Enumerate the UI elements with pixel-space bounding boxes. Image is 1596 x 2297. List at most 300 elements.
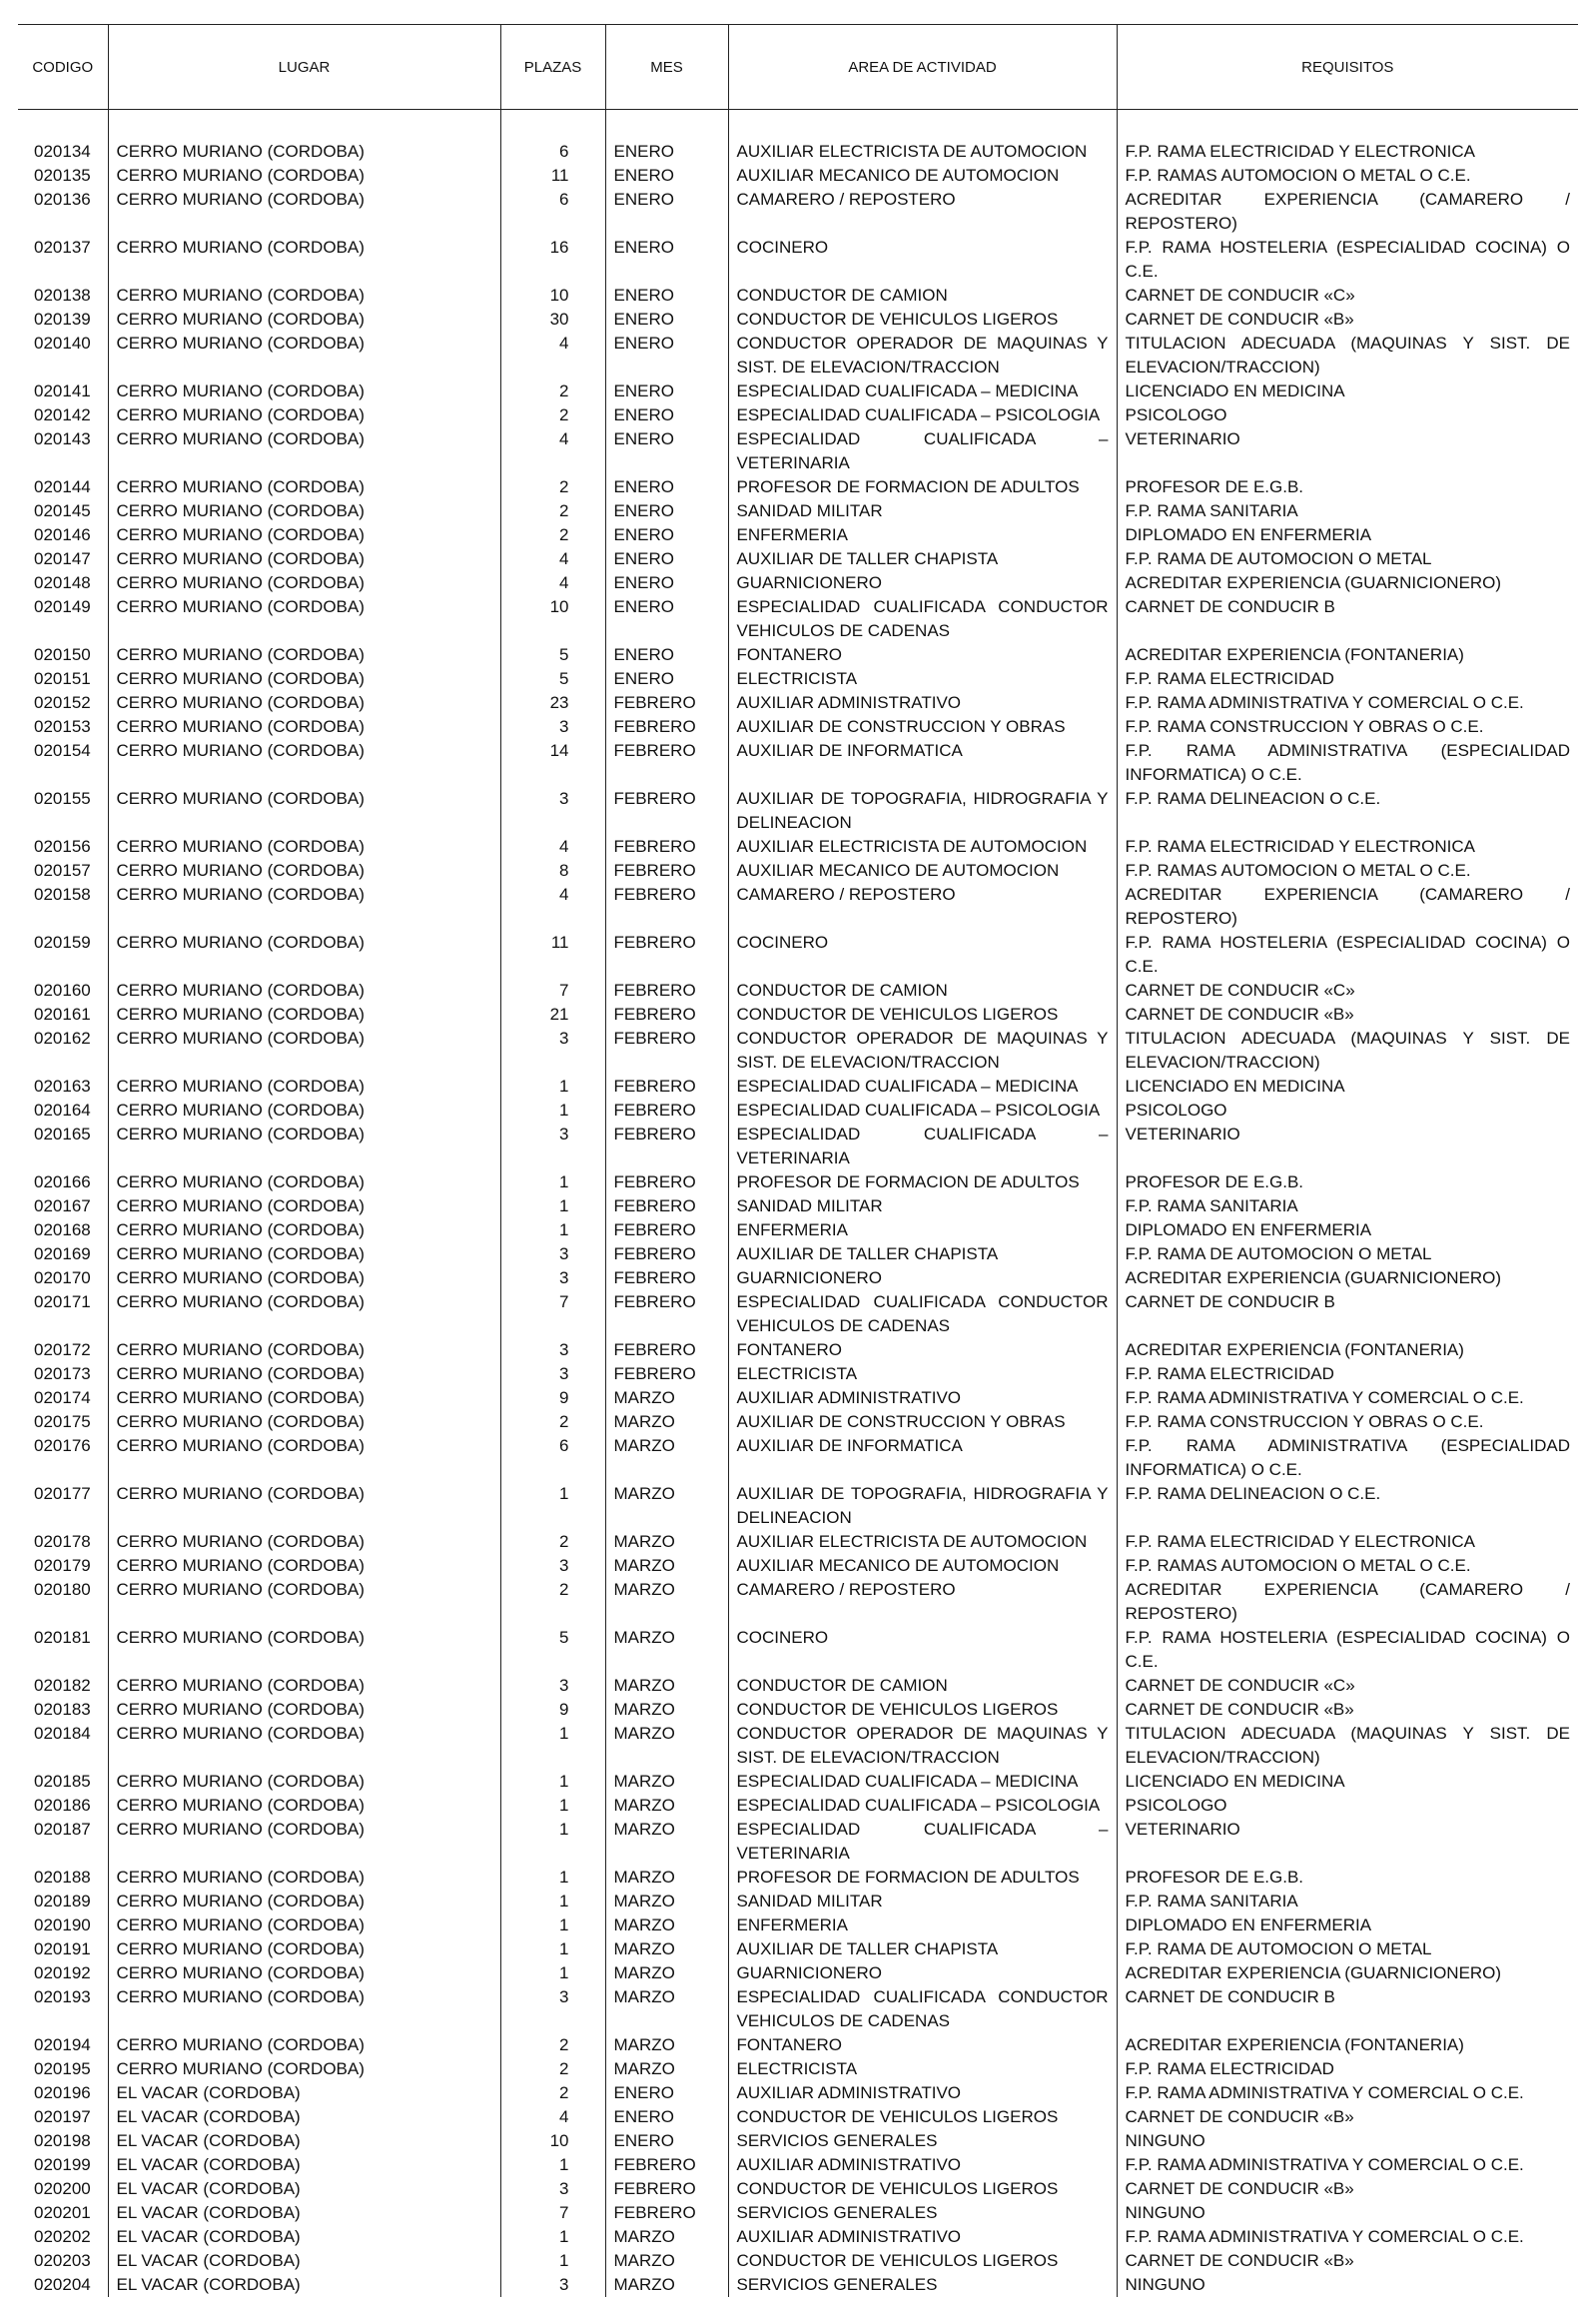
table-row bbox=[18, 2249, 1578, 2273]
cell-requisitos: DIPLOMADO EN ENFERMERIA bbox=[1117, 1218, 1578, 1242]
table-row bbox=[18, 643, 1578, 667]
cell-requisitos: F.P. RAMA ELECTRICIDAD bbox=[1117, 1362, 1578, 1386]
table-row bbox=[18, 835, 1578, 859]
cell-lugar: CERRO MURIANO (CORDOBA) bbox=[108, 1386, 500, 1410]
cell-plazas: 1 bbox=[500, 1961, 605, 1985]
cell-mes: FEBRERO bbox=[605, 1123, 728, 1170]
cell-area-actividad: CONDUCTOR DE VEHICULOS LIGEROS bbox=[728, 1003, 1117, 1027]
cell-plazas: 3 bbox=[500, 715, 605, 739]
table-row bbox=[18, 2105, 1578, 2129]
cell-area-actividad: ELECTRICISTA bbox=[728, 1362, 1117, 1386]
cell-lugar: CERRO MURIANO (CORDOBA) bbox=[108, 308, 500, 332]
cell-area-actividad: SANIDAD MILITAR bbox=[728, 499, 1117, 523]
table-row bbox=[18, 1362, 1578, 1386]
cell-requisitos: CARNET DE CONDUCIR B bbox=[1117, 595, 1578, 643]
cell-requisitos: NINGUNO bbox=[1117, 2201, 1578, 2225]
cell-codigo: 020160 bbox=[18, 979, 108, 1003]
cell-codigo: 020176 bbox=[18, 1434, 108, 1482]
cell-requisitos: F.P. RAMA HOSTELERIA (ESPECIALIDAD COCINA) O C.E. bbox=[1117, 236, 1578, 284]
table-row bbox=[18, 595, 1578, 643]
cell-plazas: 1 bbox=[500, 2225, 605, 2249]
cell-mes: MARZO bbox=[605, 1434, 728, 1482]
table-row bbox=[18, 2057, 1578, 2081]
cell-area-actividad: ESPECIALIDAD CUALIFICADA CONDUCTOR VEHICULOS DE CADENAS bbox=[728, 595, 1117, 643]
cell-mes: FEBRERO bbox=[605, 2201, 728, 2225]
cell-plazas: 6 bbox=[500, 1434, 605, 1482]
cell-requisitos: F.P. RAMA HOSTELERIA (ESPECIALIDAD COCINA) O C.E. bbox=[1117, 1626, 1578, 1674]
plazas-table bbox=[18, 24, 1578, 2297]
cell-area-actividad: ESPECIALIDAD CUALIFICADA – PSICOLOGIA bbox=[728, 403, 1117, 427]
cell-lugar: CERRO MURIANO (CORDOBA) bbox=[108, 1003, 500, 1027]
cell-plazas: 16 bbox=[500, 236, 605, 284]
cell-area-actividad: COCINERO bbox=[728, 1626, 1117, 1674]
cell-plazas: 1 bbox=[500, 1914, 605, 1937]
cell-codigo: 020162 bbox=[18, 1027, 108, 1075]
table-row bbox=[18, 1554, 1578, 1578]
cell-plazas: 6 bbox=[500, 140, 605, 164]
cell-lugar: CERRO MURIANO (CORDOBA) bbox=[108, 1770, 500, 1794]
table-row bbox=[18, 1914, 1578, 1937]
cell-plazas: 3 bbox=[500, 1242, 605, 1266]
cell-area-actividad: AUXILIAR DE CONSTRUCCION Y OBRAS bbox=[728, 1410, 1117, 1434]
cell-requisitos: F.P. RAMA ADMINISTRATIVA Y COMERCIAL O C.E. bbox=[1117, 1386, 1578, 1410]
cell-area-actividad: CONDUCTOR DE CAMION bbox=[728, 979, 1117, 1003]
cell-mes: FEBRERO bbox=[605, 1027, 728, 1075]
cell-codigo: 020195 bbox=[18, 2057, 108, 2081]
cell-plazas: 2 bbox=[500, 1530, 605, 1554]
cell-area-actividad: FONTANERO bbox=[728, 1338, 1117, 1362]
cell-lugar: CERRO MURIANO (CORDOBA) bbox=[108, 1482, 500, 1530]
cell-lugar: CERRO MURIANO (CORDOBA) bbox=[108, 1722, 500, 1770]
cell-codigo: 020135 bbox=[18, 164, 108, 188]
cell-mes: ENERO bbox=[605, 284, 728, 308]
cell-plazas: 2 bbox=[500, 2033, 605, 2057]
cell-requisitos: F.P. RAMA DE AUTOMOCION O METAL bbox=[1117, 547, 1578, 571]
cell-plazas: 1 bbox=[500, 1722, 605, 1770]
cell-codigo: 020144 bbox=[18, 475, 108, 499]
cell-lugar: CERRO MURIANO (CORDOBA) bbox=[108, 188, 500, 236]
cell-plazas: 7 bbox=[500, 979, 605, 1003]
cell-plazas: 1 bbox=[500, 1818, 605, 1866]
cell-lugar: CERRO MURIANO (CORDOBA) bbox=[108, 1914, 500, 1937]
cell-requisitos: ACREDITAR EXPERIENCIA (CAMARERO / REPOSTERO) bbox=[1117, 188, 1578, 236]
table-row bbox=[18, 403, 1578, 427]
cell-codigo: 020142 bbox=[18, 403, 108, 427]
table-body bbox=[18, 110, 1578, 2297]
cell-codigo: 020197 bbox=[18, 2105, 108, 2129]
cell-lugar: CERRO MURIANO (CORDOBA) bbox=[108, 1674, 500, 1698]
cell-area-actividad: ENFERMERIA bbox=[728, 523, 1117, 547]
cell-lugar: EL VACAR (CORDOBA) bbox=[108, 2081, 500, 2105]
cell-codigo: 020177 bbox=[18, 1482, 108, 1530]
cell-codigo: 020180 bbox=[18, 1578, 108, 1626]
table-row bbox=[18, 475, 1578, 499]
cell-plazas: 10 bbox=[500, 2129, 605, 2153]
cell-lugar: CERRO MURIANO (CORDOBA) bbox=[108, 1818, 500, 1866]
cell-requisitos: F.P. RAMA ADMINISTRATIVA Y COMERCIAL O C.E. bbox=[1117, 2081, 1578, 2105]
cell-requisitos: F.P. RAMA ADMINISTRATIVA (ESPECIALIDAD INFORMATICA) O C.E. bbox=[1117, 1434, 1578, 1482]
cell-lugar: CERRO MURIANO (CORDOBA) bbox=[108, 1410, 500, 1434]
cell-codigo: 020178 bbox=[18, 1530, 108, 1554]
cell-codigo: 020151 bbox=[18, 667, 108, 691]
cell-codigo: 020173 bbox=[18, 1362, 108, 1386]
cell-requisitos: F.P. RAMAS AUTOMOCION O METAL O C.E. bbox=[1117, 859, 1578, 883]
cell-plazas: 1 bbox=[500, 1794, 605, 1818]
table-row bbox=[18, 164, 1578, 188]
cell-codigo: 020145 bbox=[18, 499, 108, 523]
cell-lugar: CERRO MURIANO (CORDOBA) bbox=[108, 1985, 500, 2033]
cell-plazas: 3 bbox=[500, 1985, 605, 2033]
cell-lugar: CERRO MURIANO (CORDOBA) bbox=[108, 835, 500, 859]
cell-plazas: 11 bbox=[500, 931, 605, 979]
cell-plazas: 3 bbox=[500, 1674, 605, 1698]
cell-requisitos: CARNET DE CONDUCIR «C» bbox=[1117, 284, 1578, 308]
cell-mes: MARZO bbox=[605, 1722, 728, 1770]
cell-mes: ENERO bbox=[605, 523, 728, 547]
cell-requisitos: ACREDITAR EXPERIENCIA (FONTANERIA) bbox=[1117, 1338, 1578, 1362]
cell-plazas: 2 bbox=[500, 380, 605, 403]
cell-lugar: CERRO MURIANO (CORDOBA) bbox=[108, 523, 500, 547]
cell-area-actividad: AUXILIAR DE CONSTRUCCION Y OBRAS bbox=[728, 715, 1117, 739]
cell-lugar: CERRO MURIANO (CORDOBA) bbox=[108, 1290, 500, 1338]
cell-mes: FEBRERO bbox=[605, 1099, 728, 1123]
cell-area-actividad: CONDUCTOR OPERADOR DE MAQUINAS Y SIST. DE ELEVACION/TRACCION bbox=[728, 332, 1117, 380]
table-row bbox=[18, 188, 1578, 236]
cell-area-actividad: ESPECIALIDAD CUALIFICADA – PSICOLOGIA bbox=[728, 1794, 1117, 1818]
table-row bbox=[18, 1866, 1578, 1890]
cell-area-actividad: FONTANERO bbox=[728, 2033, 1117, 2057]
cell-codigo: 020156 bbox=[18, 835, 108, 859]
cell-lugar: CERRO MURIANO (CORDOBA) bbox=[108, 1123, 500, 1170]
cell-plazas: 2 bbox=[500, 523, 605, 547]
cell-lugar: CERRO MURIANO (CORDOBA) bbox=[108, 164, 500, 188]
table-row bbox=[18, 1338, 1578, 1362]
cell-codigo: 020150 bbox=[18, 643, 108, 667]
cell-requisitos: CARNET DE CONDUCIR B bbox=[1117, 1290, 1578, 1338]
cell-lugar: CERRO MURIANO (CORDOBA) bbox=[108, 691, 500, 715]
cell-lugar: CERRO MURIANO (CORDOBA) bbox=[108, 1194, 500, 1218]
table-row bbox=[18, 1530, 1578, 1554]
cell-mes: FEBRERO bbox=[605, 931, 728, 979]
cell-codigo: 020200 bbox=[18, 2177, 108, 2201]
cell-mes: ENERO bbox=[605, 499, 728, 523]
cell-plazas: 4 bbox=[500, 332, 605, 380]
cell-lugar: CERRO MURIANO (CORDOBA) bbox=[108, 236, 500, 284]
cell-codigo: 020196 bbox=[18, 2081, 108, 2105]
cell-lugar: CERRO MURIANO (CORDOBA) bbox=[108, 403, 500, 427]
cell-lugar: CERRO MURIANO (CORDOBA) bbox=[108, 499, 500, 523]
cell-plazas: 6 bbox=[500, 188, 605, 236]
cell-plazas: 3 bbox=[500, 2177, 605, 2201]
cell-requisitos: F.P. RAMAS AUTOMOCION O METAL O C.E. bbox=[1117, 164, 1578, 188]
table-header bbox=[18, 25, 1578, 110]
cell-codigo: 020149 bbox=[18, 595, 108, 643]
cell-lugar: CERRO MURIANO (CORDOBA) bbox=[108, 1626, 500, 1674]
cell-requisitos: NINGUNO bbox=[1117, 2273, 1578, 2297]
cell-area-actividad: ELECTRICISTA bbox=[728, 2057, 1117, 2081]
cell-requisitos: F.P. RAMA DE AUTOMOCION O METAL bbox=[1117, 1242, 1578, 1266]
cell-mes: MARZO bbox=[605, 1985, 728, 2033]
table-row bbox=[18, 571, 1578, 595]
cell-requisitos: VETERINARIO bbox=[1117, 1123, 1578, 1170]
cell-requisitos: F.P. RAMA SANITARIA bbox=[1117, 1194, 1578, 1218]
cell-mes: ENERO bbox=[605, 380, 728, 403]
cell-codigo: 020155 bbox=[18, 787, 108, 835]
cell-area-actividad: CONDUCTOR DE VEHICULOS LIGEROS bbox=[728, 308, 1117, 332]
cell-codigo: 020182 bbox=[18, 1674, 108, 1698]
table-row bbox=[18, 883, 1578, 931]
cell-plazas: 7 bbox=[500, 1290, 605, 1338]
cell-mes: ENERO bbox=[605, 308, 728, 332]
header-codigo: CODIGO bbox=[18, 25, 108, 110]
cell-area-actividad: GUARNICIONERO bbox=[728, 571, 1117, 595]
cell-requisitos: ACREDITAR EXPERIENCIA (FONTANERIA) bbox=[1117, 2033, 1578, 2057]
table-row bbox=[18, 2273, 1578, 2297]
cell-requisitos: TITULACION ADECUADA (MAQUINAS Y SIST. DE ELEVACION/TRACCION) bbox=[1117, 332, 1578, 380]
table-row bbox=[18, 1099, 1578, 1123]
cell-codigo: 020138 bbox=[18, 284, 108, 308]
cell-lugar: CERRO MURIANO (CORDOBA) bbox=[108, 1794, 500, 1818]
cell-area-actividad: CONDUCTOR DE VEHICULOS LIGEROS bbox=[728, 2249, 1117, 2273]
table-row bbox=[18, 1626, 1578, 1674]
cell-mes: MARZO bbox=[605, 1674, 728, 1698]
cell-area-actividad: ENFERMERIA bbox=[728, 1218, 1117, 1242]
cell-codigo: 020175 bbox=[18, 1410, 108, 1434]
cell-lugar: CERRO MURIANO (CORDOBA) bbox=[108, 667, 500, 691]
table-row bbox=[18, 523, 1578, 547]
cell-area-actividad: AUXILIAR ADMINISTRATIVO bbox=[728, 1386, 1117, 1410]
cell-lugar: CERRO MURIANO (CORDOBA) bbox=[108, 547, 500, 571]
cell-requisitos: PROFESOR DE E.G.B. bbox=[1117, 1170, 1578, 1194]
header-plazas: PLAZAS bbox=[500, 25, 605, 110]
cell-mes: FEBRERO bbox=[605, 1266, 728, 1290]
cell-area-actividad: AUXILIAR MECANICO DE AUTOMOCION bbox=[728, 164, 1117, 188]
cell-codigo: 020188 bbox=[18, 1866, 108, 1890]
cell-mes: FEBRERO bbox=[605, 1194, 728, 1218]
cell-lugar: CERRO MURIANO (CORDOBA) bbox=[108, 427, 500, 475]
header-lugar: LUGAR bbox=[108, 25, 500, 110]
cell-lugar: CERRO MURIANO (CORDOBA) bbox=[108, 931, 500, 979]
cell-requisitos: PSICOLOGO bbox=[1117, 1794, 1578, 1818]
cell-codigo: 020185 bbox=[18, 1770, 108, 1794]
table-row bbox=[18, 1961, 1578, 1985]
cell-area-actividad: AUXILIAR ELECTRICISTA DE AUTOMOCION bbox=[728, 1530, 1117, 1554]
cell-lugar: EL VACAR (CORDOBA) bbox=[108, 2249, 500, 2273]
cell-plazas: 4 bbox=[500, 835, 605, 859]
cell-codigo: 020170 bbox=[18, 1266, 108, 1290]
cell-codigo: 020165 bbox=[18, 1123, 108, 1170]
cell-lugar: EL VACAR (CORDOBA) bbox=[108, 2105, 500, 2129]
cell-area-actividad: AUXILIAR DE TALLER CHAPISTA bbox=[728, 1242, 1117, 1266]
cell-lugar: CERRO MURIANO (CORDOBA) bbox=[108, 739, 500, 787]
cell-mes: FEBRERO bbox=[605, 835, 728, 859]
table-row bbox=[18, 499, 1578, 523]
cell-requisitos: F.P. RAMA DELINEACION O C.E. bbox=[1117, 787, 1578, 835]
cell-requisitos: F.P. RAMA HOSTELERIA (ESPECIALIDAD COCINA) O C.E. bbox=[1117, 931, 1578, 979]
cell-mes: ENERO bbox=[605, 547, 728, 571]
cell-requisitos: F.P. RAMA DELINEACION O C.E. bbox=[1117, 1482, 1578, 1530]
cell-mes: ENERO bbox=[605, 188, 728, 236]
cell-lugar: CERRO MURIANO (CORDOBA) bbox=[108, 1099, 500, 1123]
header-gap bbox=[18, 110, 1578, 141]
table-row bbox=[18, 787, 1578, 835]
cell-codigo: 020167 bbox=[18, 1194, 108, 1218]
cell-area-actividad: CONDUCTOR DE VEHICULOS LIGEROS bbox=[728, 2177, 1117, 2201]
cell-area-actividad: ESPECIALIDAD CUALIFICADA – MEDICINA bbox=[728, 1770, 1117, 1794]
cell-lugar: CERRO MURIANO (CORDOBA) bbox=[108, 571, 500, 595]
cell-codigo: 020141 bbox=[18, 380, 108, 403]
cell-lugar: CERRO MURIANO (CORDOBA) bbox=[108, 140, 500, 164]
cell-area-actividad: CONDUCTOR DE VEHICULOS LIGEROS bbox=[728, 2105, 1117, 2129]
cell-plazas: 1 bbox=[500, 1937, 605, 1961]
cell-codigo: 020198 bbox=[18, 2129, 108, 2153]
cell-requisitos: F.P. RAMA ADMINISTRATIVA (ESPECIALIDAD INFORMATICA) O C.E. bbox=[1117, 739, 1578, 787]
header-mes: MES bbox=[605, 25, 728, 110]
table-row bbox=[18, 1722, 1578, 1770]
cell-lugar: CERRO MURIANO (CORDOBA) bbox=[108, 1530, 500, 1554]
cell-mes: ENERO bbox=[605, 164, 728, 188]
cell-lugar: CERRO MURIANO (CORDOBA) bbox=[108, 643, 500, 667]
cell-lugar: CERRO MURIANO (CORDOBA) bbox=[108, 859, 500, 883]
cell-area-actividad: AUXILIAR DE TOPOGRAFIA, HIDROGRAFIA Y DELINEACION bbox=[728, 1482, 1117, 1530]
cell-lugar: CERRO MURIANO (CORDOBA) bbox=[108, 2057, 500, 2081]
cell-plazas: 3 bbox=[500, 1362, 605, 1386]
cell-area-actividad: SERVICIOS GENERALES bbox=[728, 2273, 1117, 2297]
cell-mes: MARZO bbox=[605, 2249, 728, 2273]
cell-area-actividad: CAMARERO / REPOSTERO bbox=[728, 883, 1117, 931]
cell-lugar: CERRO MURIANO (CORDOBA) bbox=[108, 1961, 500, 1985]
table-row bbox=[18, 1770, 1578, 1794]
cell-plazas: 4 bbox=[500, 2105, 605, 2129]
cell-codigo: 020146 bbox=[18, 523, 108, 547]
cell-plazas: 3 bbox=[500, 1266, 605, 1290]
cell-plazas: 1 bbox=[500, 1194, 605, 1218]
cell-requisitos: PSICOLOGO bbox=[1117, 1099, 1578, 1123]
cell-area-actividad: ESPECIALIDAD CUALIFICADA – MEDICINA bbox=[728, 1075, 1117, 1099]
cell-area-actividad: COCINERO bbox=[728, 236, 1117, 284]
header-requisitos: REQUISITOS bbox=[1117, 25, 1578, 110]
cell-lugar: CERRO MURIANO (CORDOBA) bbox=[108, 1890, 500, 1914]
cell-mes: FEBRERO bbox=[605, 1362, 728, 1386]
cell-mes: MARZO bbox=[605, 1578, 728, 1626]
cell-codigo: 020134 bbox=[18, 140, 108, 164]
cell-lugar: EL VACAR (CORDOBA) bbox=[108, 2273, 500, 2297]
cell-plazas: 10 bbox=[500, 284, 605, 308]
cell-lugar: EL VACAR (CORDOBA) bbox=[108, 2153, 500, 2177]
cell-mes: ENERO bbox=[605, 595, 728, 643]
cell-area-actividad: ESPECIALIDAD CUALIFICADA – VETERINARIA bbox=[728, 427, 1117, 475]
table-row bbox=[18, 667, 1578, 691]
cell-requisitos: F.P. RAMA ADMINISTRATIVA Y COMERCIAL O C.E. bbox=[1117, 691, 1578, 715]
cell-mes: FEBRERO bbox=[605, 1290, 728, 1338]
cell-plazas: 10 bbox=[500, 595, 605, 643]
cell-lugar: CERRO MURIANO (CORDOBA) bbox=[108, 1937, 500, 1961]
cell-lugar: CERRO MURIANO (CORDOBA) bbox=[108, 1362, 500, 1386]
cell-codigo: 020168 bbox=[18, 1218, 108, 1242]
cell-codigo: 020191 bbox=[18, 1937, 108, 1961]
cell-requisitos: CARNET DE CONDUCIR «B» bbox=[1117, 2177, 1578, 2201]
cell-codigo: 020147 bbox=[18, 547, 108, 571]
cell-area-actividad: PROFESOR DE FORMACION DE ADULTOS bbox=[728, 1866, 1117, 1890]
cell-area-actividad: ENFERMERIA bbox=[728, 1914, 1117, 1937]
cell-mes: FEBRERO bbox=[605, 787, 728, 835]
cell-codigo: 020163 bbox=[18, 1075, 108, 1099]
cell-area-actividad: ESPECIALIDAD CUALIFICADA – PSICOLOGIA bbox=[728, 1099, 1117, 1123]
cell-plazas: 1 bbox=[500, 2153, 605, 2177]
cell-requisitos: F.P. RAMA SANITARIA bbox=[1117, 499, 1578, 523]
cell-plazas: 5 bbox=[500, 667, 605, 691]
cell-area-actividad: AUXILIAR ADMINISTRATIVO bbox=[728, 2225, 1117, 2249]
cell-plazas: 9 bbox=[500, 1386, 605, 1410]
table-row bbox=[18, 284, 1578, 308]
cell-area-actividad: ESPECIALIDAD CUALIFICADA CONDUCTOR VEHICULOS DE CADENAS bbox=[728, 1985, 1117, 2033]
cell-lugar: CERRO MURIANO (CORDOBA) bbox=[108, 979, 500, 1003]
cell-mes: FEBRERO bbox=[605, 2177, 728, 2201]
table-row bbox=[18, 1937, 1578, 1961]
cell-plazas: 2 bbox=[500, 2081, 605, 2105]
cell-lugar: CERRO MURIANO (CORDOBA) bbox=[108, 1266, 500, 1290]
cell-mes: MARZO bbox=[605, 1770, 728, 1794]
cell-plazas: 7 bbox=[500, 2201, 605, 2225]
cell-lugar: CERRO MURIANO (CORDOBA) bbox=[108, 1170, 500, 1194]
cell-area-actividad: AUXILIAR ADMINISTRATIVO bbox=[728, 691, 1117, 715]
cell-lugar: CERRO MURIANO (CORDOBA) bbox=[108, 883, 500, 931]
cell-plazas: 3 bbox=[500, 1338, 605, 1362]
table-row bbox=[18, 547, 1578, 571]
cell-mes: MARZO bbox=[605, 2033, 728, 2057]
cell-mes: MARZO bbox=[605, 2057, 728, 2081]
cell-requisitos: VETERINARIO bbox=[1117, 1818, 1578, 1866]
cell-codigo: 020166 bbox=[18, 1170, 108, 1194]
table-row bbox=[18, 715, 1578, 739]
cell-plazas: 2 bbox=[500, 1410, 605, 1434]
cell-codigo: 020190 bbox=[18, 1914, 108, 1937]
cell-mes: MARZO bbox=[605, 1818, 728, 1866]
cell-plazas: 3 bbox=[500, 2273, 605, 2297]
table-row bbox=[18, 1075, 1578, 1099]
cell-codigo: 020204 bbox=[18, 2273, 108, 2297]
cell-mes: MARZO bbox=[605, 1866, 728, 1890]
cell-codigo: 020137 bbox=[18, 236, 108, 284]
cell-plazas: 3 bbox=[500, 787, 605, 835]
cell-plazas: 1 bbox=[500, 1866, 605, 1890]
cell-plazas: 1 bbox=[500, 2249, 605, 2273]
cell-mes: ENERO bbox=[605, 2081, 728, 2105]
cell-plazas: 2 bbox=[500, 2057, 605, 2081]
cell-mes: MARZO bbox=[605, 1937, 728, 1961]
cell-codigo: 020140 bbox=[18, 332, 108, 380]
cell-codigo: 020183 bbox=[18, 1698, 108, 1722]
cell-area-actividad: CAMARERO / REPOSTERO bbox=[728, 1578, 1117, 1626]
cell-requisitos: F.P. RAMA CONSTRUCCION Y OBRAS O C.E. bbox=[1117, 1410, 1578, 1434]
table-row bbox=[18, 1674, 1578, 1698]
cell-codigo: 020186 bbox=[18, 1794, 108, 1818]
cell-mes: MARZO bbox=[605, 1961, 728, 1985]
cell-mes: ENERO bbox=[605, 236, 728, 284]
cell-plazas: 4 bbox=[500, 547, 605, 571]
cell-mes: ENERO bbox=[605, 643, 728, 667]
cell-codigo: 020194 bbox=[18, 2033, 108, 2057]
cell-lugar: CERRO MURIANO (CORDOBA) bbox=[108, 1075, 500, 1099]
cell-plazas: 2 bbox=[500, 403, 605, 427]
table-row bbox=[18, 859, 1578, 883]
cell-area-actividad: AUXILIAR ADMINISTRATIVO bbox=[728, 2081, 1117, 2105]
cell-requisitos: CARNET DE CONDUCIR «C» bbox=[1117, 1674, 1578, 1698]
table-row bbox=[18, 140, 1578, 164]
table-row bbox=[18, 1698, 1578, 1722]
cell-plazas: 2 bbox=[500, 1578, 605, 1626]
cell-requisitos: ACREDITAR EXPERIENCIA (CAMARERO / REPOSTERO) bbox=[1117, 1578, 1578, 1626]
